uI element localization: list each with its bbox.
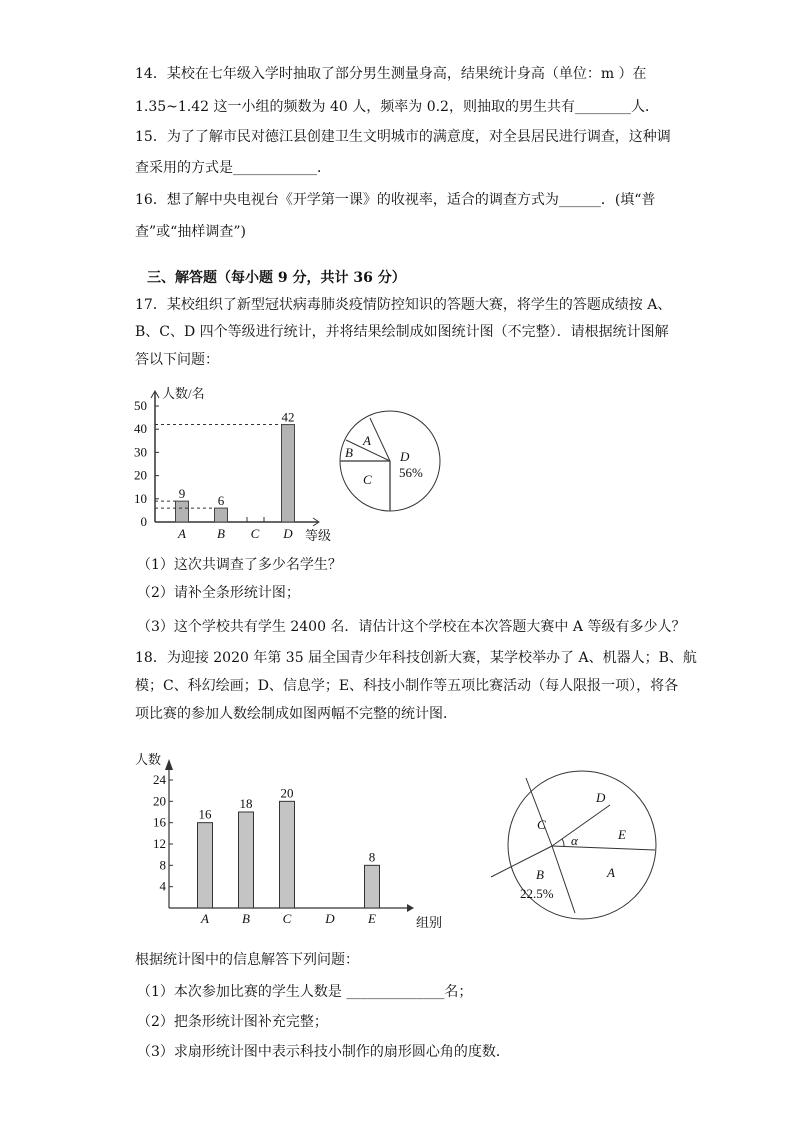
y-axis-arrow-icon	[165, 759, 173, 770]
angle-alpha-label: α	[571, 833, 578, 848]
bar-chart-groups	[135, 752, 656, 930]
bar-value-label: 8	[368, 849, 376, 865]
q14-line2: 1.35~1.42 这一小组的频数为 40 人，频率为 0.2，则抽取的男生共有________人．	[135, 99, 659, 115]
q17-sub2: （2）请补全条形统计图；	[137, 585, 300, 601]
q18-line3: 项比赛的参加人数绘制成如图两幅不完整的统计图．	[135, 706, 457, 722]
bar-a	[176, 501, 189, 522]
y-axis-label: 人数	[135, 752, 162, 767]
pie-label-d: D	[400, 449, 410, 464]
q16-line1: 16．想了解中央电视台《开学第一课》的收视率，适合的调查方式为______．(填“普	[135, 192, 656, 208]
q17-line1: 17．某校组织了新型冠状病毒肺炎疫情防控知识的答题大赛，将学生的答题成绩按 A、	[135, 297, 672, 313]
q18-sub3: （3）求扇形统计图中表示科技小制作的扇形圆心角的度数．	[137, 1044, 510, 1060]
q16-line2: 查”或“抽样调查”)	[135, 224, 246, 240]
pie-label-c: C	[363, 472, 372, 487]
x-axis-label: 等级	[305, 528, 332, 543]
y-axis-label: 人数/名	[162, 386, 205, 401]
y-tick-label: 12	[153, 836, 166, 851]
q18-line1: 18．为迎接 2020 年第 35 届全国青少年科技创新大赛，某学校举办了 A、机器人；B、航	[135, 650, 697, 666]
q18-sub2: （2）把条形统计图补充完整；	[137, 1014, 328, 1030]
bar-chart-grades	[134, 386, 440, 543]
pie-divider	[552, 846, 655, 850]
x-tick-label: A	[178, 526, 186, 541]
x-tick-label: C	[250, 526, 260, 541]
q15-line2: 查采用的方式是____________．	[135, 160, 331, 176]
bar-value-label: 16	[198, 806, 212, 822]
pie-label-b-percent: 22.5%	[520, 886, 554, 901]
q17-sub3: （3）这个学校共有学生 2400 名．请估计这个学校在本次答题大赛中 A 等级有多少人？	[137, 619, 686, 635]
bar-e	[365, 865, 380, 908]
y-tick-label: 20	[153, 793, 166, 809]
q15-line1: 15．为了了解市民对德江县创建卫生文明城市的满意度，对全县居民进行调查，这种调	[135, 129, 671, 145]
y-tick-label: 16	[153, 814, 166, 830]
bar-d	[282, 425, 295, 522]
x-tick-label: E	[368, 911, 376, 926]
x-axis-label: 组别	[416, 915, 443, 930]
bar-b	[215, 508, 228, 522]
bar-value-label: 20	[280, 785, 294, 801]
pie-label-a: A	[363, 433, 371, 448]
y-tick-label: 50	[134, 398, 147, 413]
y-tick-label: 4	[159, 878, 166, 894]
x-tick-label: D	[283, 526, 293, 541]
x-tick-label: C	[282, 911, 292, 926]
bar-value-label: 42	[281, 409, 295, 425]
pie-label-a: A	[607, 865, 615, 880]
y-tick-label: 30	[134, 444, 147, 460]
pie-divider	[370, 418, 390, 461]
pie-divider	[552, 846, 575, 913]
y-tick-label: 24	[153, 772, 166, 787]
x-tick-label: D	[325, 911, 335, 926]
bar-value-label: 18	[239, 796, 253, 811]
q14-line1: 14．某校在七年级入学时抽取了部分男生测量身高，结果统计身高（单位：m ）在	[135, 66, 647, 82]
y-tick-label: 8	[159, 857, 166, 873]
pie-divider	[552, 805, 610, 846]
q17-line3: 答以下问题：	[135, 352, 219, 368]
pie-label-e: E	[618, 827, 626, 842]
x-tick-label: B	[217, 526, 225, 541]
y-tick-label: 10	[134, 490, 147, 506]
bar-a	[198, 823, 213, 908]
bar-value-label: 9	[178, 486, 186, 502]
pie-label-d: D	[596, 790, 606, 805]
pie-label-c: C	[537, 817, 546, 832]
q18-sub1: （1）本次参加比赛的学生人数是 ______________名；	[137, 984, 473, 1000]
y-tick-label: 20	[134, 467, 147, 483]
x-axis-arrow-icon	[407, 904, 414, 912]
q18-intro: 根据统计图中的信息解答下列问题：	[135, 952, 359, 968]
y-tick-label: 0	[140, 514, 147, 529]
bar-value-label: 6	[217, 493, 225, 509]
angle-arc	[562, 839, 564, 846]
section-heading: 三、解答题（每小题 9 分，共计 36 分）	[147, 270, 406, 286]
q17-line2: B、C、D 四个等级进行统计，并将结果绘制成如图统计图（不完整）．请根据统计图解	[135, 324, 669, 340]
x-tick-label: A	[201, 911, 209, 926]
q18-line2: 模；C、科幻绘画；D、信息学；E、科技小制作等五项比赛活动（每人限报一项），将各	[135, 678, 679, 694]
pie-divider	[526, 778, 552, 846]
pie-label-b: B	[345, 445, 353, 460]
bar-c	[280, 801, 295, 908]
q17-sub1: （1）这次共调查了多少名学生？	[137, 557, 342, 573]
bar-b	[239, 812, 254, 908]
pie-label-b: B	[536, 867, 544, 882]
x-tick-label: B	[242, 911, 250, 926]
y-tick-label: 40	[134, 421, 147, 437]
pie-label-d-percent: 56%	[399, 465, 423, 480]
